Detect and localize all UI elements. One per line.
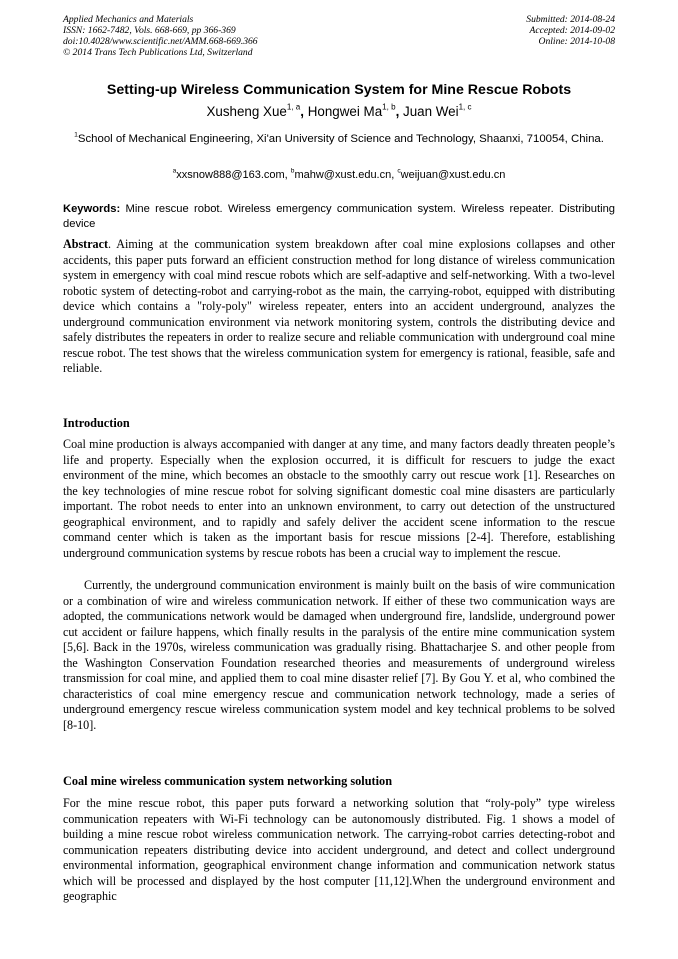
email-mark: a: [172, 167, 177, 175]
affiliation-text: School of Mechanical Engineering, Xi'an University of Science and Technology, Shaanxi, 710054, China.: [77, 133, 604, 145]
email-address[interactable]: mahw@xust.edu.cn: [294, 169, 392, 181]
accepted-date: Accepted: 2014-09-02: [529, 25, 615, 36]
keywords-block: [63, 202, 615, 232]
introduction-paragraph-1: Coal mine production is always accompanied with danger at any time, and many factors deadly threaten people’s life and property. Especially when the explosion occurred, it is difficult for rescuers to judge the exact environment of the mine, which becomes an obstacle to the smoothly carry out rescue work [1]. Researches on the key technologies of mine rescue robot for solving significant domestic coal mine disasters are particularly important. The robot needs to enter into an unknown environment, to carry out detection of the unstructured geographical environment, and to rapidly and safely deliver the accident scene information to the rescue command center which is taken as the important basis for rescue missions [2-4]. Therefore, establishing underground communication systems by rescue robots has been a crucial way to implement the rescue.: [63, 437, 615, 560]
author-separator: ,: [300, 104, 308, 119]
author-list: [40, 103, 638, 120]
keywords-text: Mine rescue robot. Wireless emergency communication system. Wireless repeater. Distributing device: [63, 203, 616, 230]
issn-line: ISSN: 1662-7482, Vols. 668-669, pp 366-369: [63, 25, 236, 36]
introduction-paragraph-2: Currently, the underground communication environment is mainly built on the basis of wire communication or a combination of wire and wireless communication network. If either of these two communication ways are adopted, the communications network would be damaged when underground fire, landslide, underground power cut accident or failure happens, which finally results in the paralysis of the entire mine communication system [5,6]. Back in the 1970s, wireless communication was gradually rising. Bhattacharjee S. and other people from the Washington Conservation Foundation researched theories and measurements of underground wireless transmission for coal mine, and applied them to coal mine disaster relief [7]. By Gou Y. et al, who combined the characteristics of coal mine emergency rescue and communication network technology, made a series of underground emergency rescue wireless communication system model and key technical problems to be solved [8-10].: [63, 578, 615, 732]
networking-paragraph-1: For the mine rescue robot, this paper puts forward a networking solution that “roly-poly” type wireless communication repeaters with Wi-Fi technology can be autonomously distributed. Fig. 1 shows a model of building a mine rescue robot wireless communication network. The carrying-robot carries detecting-robot and communication repeaters distributing device into accident underground, and detect and collect underground environmental information, geographical environment change information and communication network status which will be processed and displayed by the host computer [11,12].When the underground environment and geographic: [63, 796, 615, 903]
author-separator: ,: [395, 104, 404, 119]
paper-title: Setting-up Wireless Communication System for Mine Rescue Robots: [106, 82, 572, 98]
abstract-paragraph: [63, 237, 615, 377]
author-marks: 1, c: [458, 102, 472, 112]
email-separator: ,: [284, 169, 291, 181]
online-date: Online: 2014-10-08: [538, 36, 615, 47]
journal-name: Applied Mechanics and Materials: [63, 14, 194, 25]
email-mark: b: [290, 167, 295, 175]
email-address[interactable]: weijuan@xust.edu.cn: [400, 169, 506, 181]
introduction-heading: Introduction: [63, 416, 130, 430]
networking-heading: Coal mine wireless communication system networking solution: [63, 774, 393, 788]
keywords-label: Keywords:: [63, 203, 121, 215]
email-list: [40, 168, 638, 182]
doi-line[interactable]: doi:10.4028/www.scientific.net/AMM.668-669.366: [63, 36, 258, 47]
dates-header: [526, 14, 615, 47]
author-name: Xusheng Xue: [206, 104, 287, 119]
email-mark: c: [397, 167, 401, 175]
affiliation-mark: 1: [74, 131, 78, 139]
author-marks: 1, b: [382, 102, 396, 112]
copyright-line: © 2014 Trans Tech Publications Ltd, Switzerland: [63, 47, 253, 58]
abstract-label: Abstract: [63, 237, 109, 251]
submitted-date: Submitted: 2014-08-24: [526, 14, 615, 25]
email-address[interactable]: xxsnow888@163.com: [176, 169, 285, 181]
affiliation: [63, 132, 615, 147]
author-name: Hongwei Ma: [307, 104, 383, 119]
email-separator: ,: [391, 169, 398, 181]
abstract-text: . Aiming at the communication system breakdown after coal mine explosions collapses and other accidents, this paper puts forward an efficient construction method for long distance of wireless communication system in emergency with coal mind rescue robots which are self-adaptive and self-networking. With a two-level robotic system of detecting-robot and carrying-robot as the main, the carrying-robot, equipped with distributing device which contains a "roly-poly" wireless repeater, enters into an accident underground, analyzes the underground communication environment via network monitoring system, controls the distributing device and safely distributes the repeaters in order to realize secure and reliable communication with underground coal mine rescue robot. The test shows that the wireless communication system for emergency is rational, feasible, safe and reliable.: [63, 237, 615, 375]
author-name: Juan Wei: [403, 104, 459, 119]
journal-header: [63, 14, 258, 58]
author-marks: 1, a: [286, 102, 301, 112]
